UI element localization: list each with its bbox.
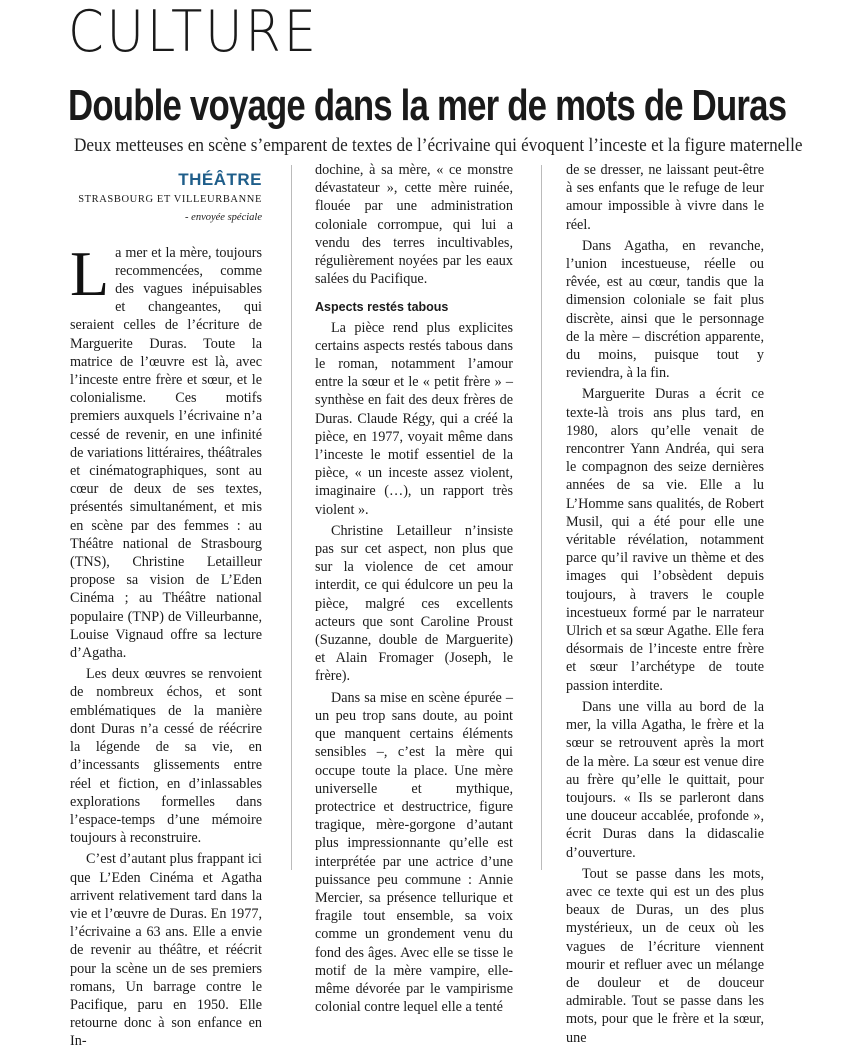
section-label: THÉÂTRE	[178, 170, 262, 189]
section-rubric: CULTURE	[68, 0, 319, 65]
paragraph: Christine Letailleur n’insiste pas sur cet aspect, non plus que sur la violence de cet amour interdit, ce qui édulcore un peu la pièce, malgré ces excellents acteurs que sont Caroline Proust (Suzanne, double de Marguerite) et Alain Fromager (Joseph, le frère).	[315, 522, 513, 685]
byline-envoy: - envoyée spéciale	[185, 212, 262, 224]
headline: Double voyage dans la mer de mots de Duras	[68, 81, 787, 130]
paragraph: Dans sa mise en scène épurée – un peu trop sans doute, au point que manquent certains éléments sensibles –, c’est la mère qui occupe toute la place. Une mère universelle et mythique, protectrice et destructrice, figure tragique, mère-gorgone d’autant plus impressionnante qu’elle est interprétée par une actrice d’une puissance peu commune : Annie Mercier, sa présence tellurique et fragile tout ensemble, sa voix comme un grondement venu du fond des âges. Avec elle se tisse le motif de la mère vampire, elle-même dévorée par le vampirisme colonial contre lequel elle a tenté	[315, 689, 513, 1016]
column-rule	[541, 165, 542, 870]
paragraph: Tout se passe dans les mots, avec ce texte qui est un des plus beaux de Duras, un des plus mystérieux, un de ceux où les vagues de l’écriture viennent mourir et refluer avec un mélange de douleur et de douceur admirable. Tout se passe dans les mots, pour que le frère et la sœur, une	[566, 865, 764, 1046]
paragraph: de se dresser, ne laissant peut-être à ses enfants que le refuge de leur amour impossible à vivre dans le réel.	[566, 162, 764, 233]
intertitle: Aspects restés tabous	[315, 300, 449, 315]
paragraph: C’est d’autant plus frappant ici que L’Eden Cinéma et Agatha arrivent relativement tard dans la vie et l’œuvre de Duras. En 1977, l’écrivaine a 63 ans. Elle a envie de revenir au théâtre, et réécrit pour la scène un de ses premiers romans, Un barrage contre le Pacifique, paru en 1950. Elle retourne donc à son enfance en In-	[70, 851, 262, 1050]
article-column-1	[70, 161, 262, 1054]
paragraph: Dans Agatha, en revanche, l’union incestueuse, réelle ou rêvée, est au cœur, tandis que la dimension coloniale se fait plus discrète, ainsi que le personnage de la mère – discrétion apparente, du moins, puisque tout y reviendra, à la fin.	[566, 237, 764, 382]
standfirst: Deux metteuses en scène s’emparent de textes de l’écrivaine qui évoquent l’inceste et la figure maternelle	[74, 136, 803, 156]
article-column-2	[315, 161, 513, 1019]
paragraph: La mer et la mère, toujours recommencées, comme des vagues inépuisables et changeantes, qui seraient celles de l’écriture de Marguerite Duras. Toute la matrice de l’œuvre est là, avec l’inceste entre frère et sœur, et le colonialisme. Ces motifs premiers auxquels l’écrivaine n’a cessé de revenir, en une infinité de variations littéraires, théâtrales et cinématographiques, sont au cœur de deux de ses textes, présentés simultanément, et mis en scène par des femmes : au Théâtre national de Strasbourg (TNS), Christine Letailleur propose sa vision de L’Eden Cinéma ; au Théâtre national populaire (TNP) de Villeurbanne, Louise Vignaud offre sa lecture d’Agatha.	[70, 237, 262, 662]
article-column-3	[566, 161, 764, 1050]
drop-cap: L	[70, 237, 110, 309]
paragraph: dochine, à sa mère, « ce monstre dévastateur », cette mère ruinée, flouée par une administration coloniale corrompue, qui lui a vendu des terres incultivables, régulièrement noyées par les eaux salées du Pacifique.	[315, 162, 513, 288]
paragraph: Marguerite Duras a écrit ce texte-là trois ans plus tard, en 1980, alors qu’elle venait de rencontrer Yann Andréa, qui sera le compagnon des seize dernières années de sa vie. Elle a lu L’Homme sans qualités, de Robert Musil, qui a été pour elle une véritable révélation, notamment parce qu’il ravive un thème et des images qui l’obsèdent depuis toujours, à travers le couple incestueux formé par le narrateur Ulrich et sa sœur Agathe. Elle fera désormais de l’inceste entre frère et sœur l’archétype de toute passion interdite.	[566, 386, 764, 694]
column-rule	[291, 165, 292, 870]
paragraph: La pièce rend plus explicites certains aspects restés tabous dans le roman, notamment l’amour entre la sœur et le « petit frère » – synthèse en fait des deux frères de Duras. Claude Régy, qui a créé la pièce, en 1977, voyait même dans l’inceste le motif essentiel de la pièce, « un inceste assez violent, imaginaire (…), un rapport très violent ».	[315, 319, 513, 518]
paragraph: Les deux œuvres se renvoient de nombreux échos, et sont emblématiques de la manière dont Duras n’a cessé de réécrire la légende de sa vie, en d’incessants glissements entre réel et fiction, en d’inlassables explorations formelles dans l’espace-temps d’une mémoire toujours à reconstruire.	[70, 666, 262, 847]
paragraph: Dans une villa au bord de la mer, la villa Agatha, le frère et la sœur se retrouvent après la mort de la mère. La sœur est venue dire au frère qu’elle le quittait, pour toujours. « Ils se parleront dans une douceur accablée, profonde », écrit Duras dans la didascalie d’ouverture.	[566, 698, 764, 861]
dateline-location: STRASBOURG ET VILLEURBANNE	[78, 194, 262, 206]
